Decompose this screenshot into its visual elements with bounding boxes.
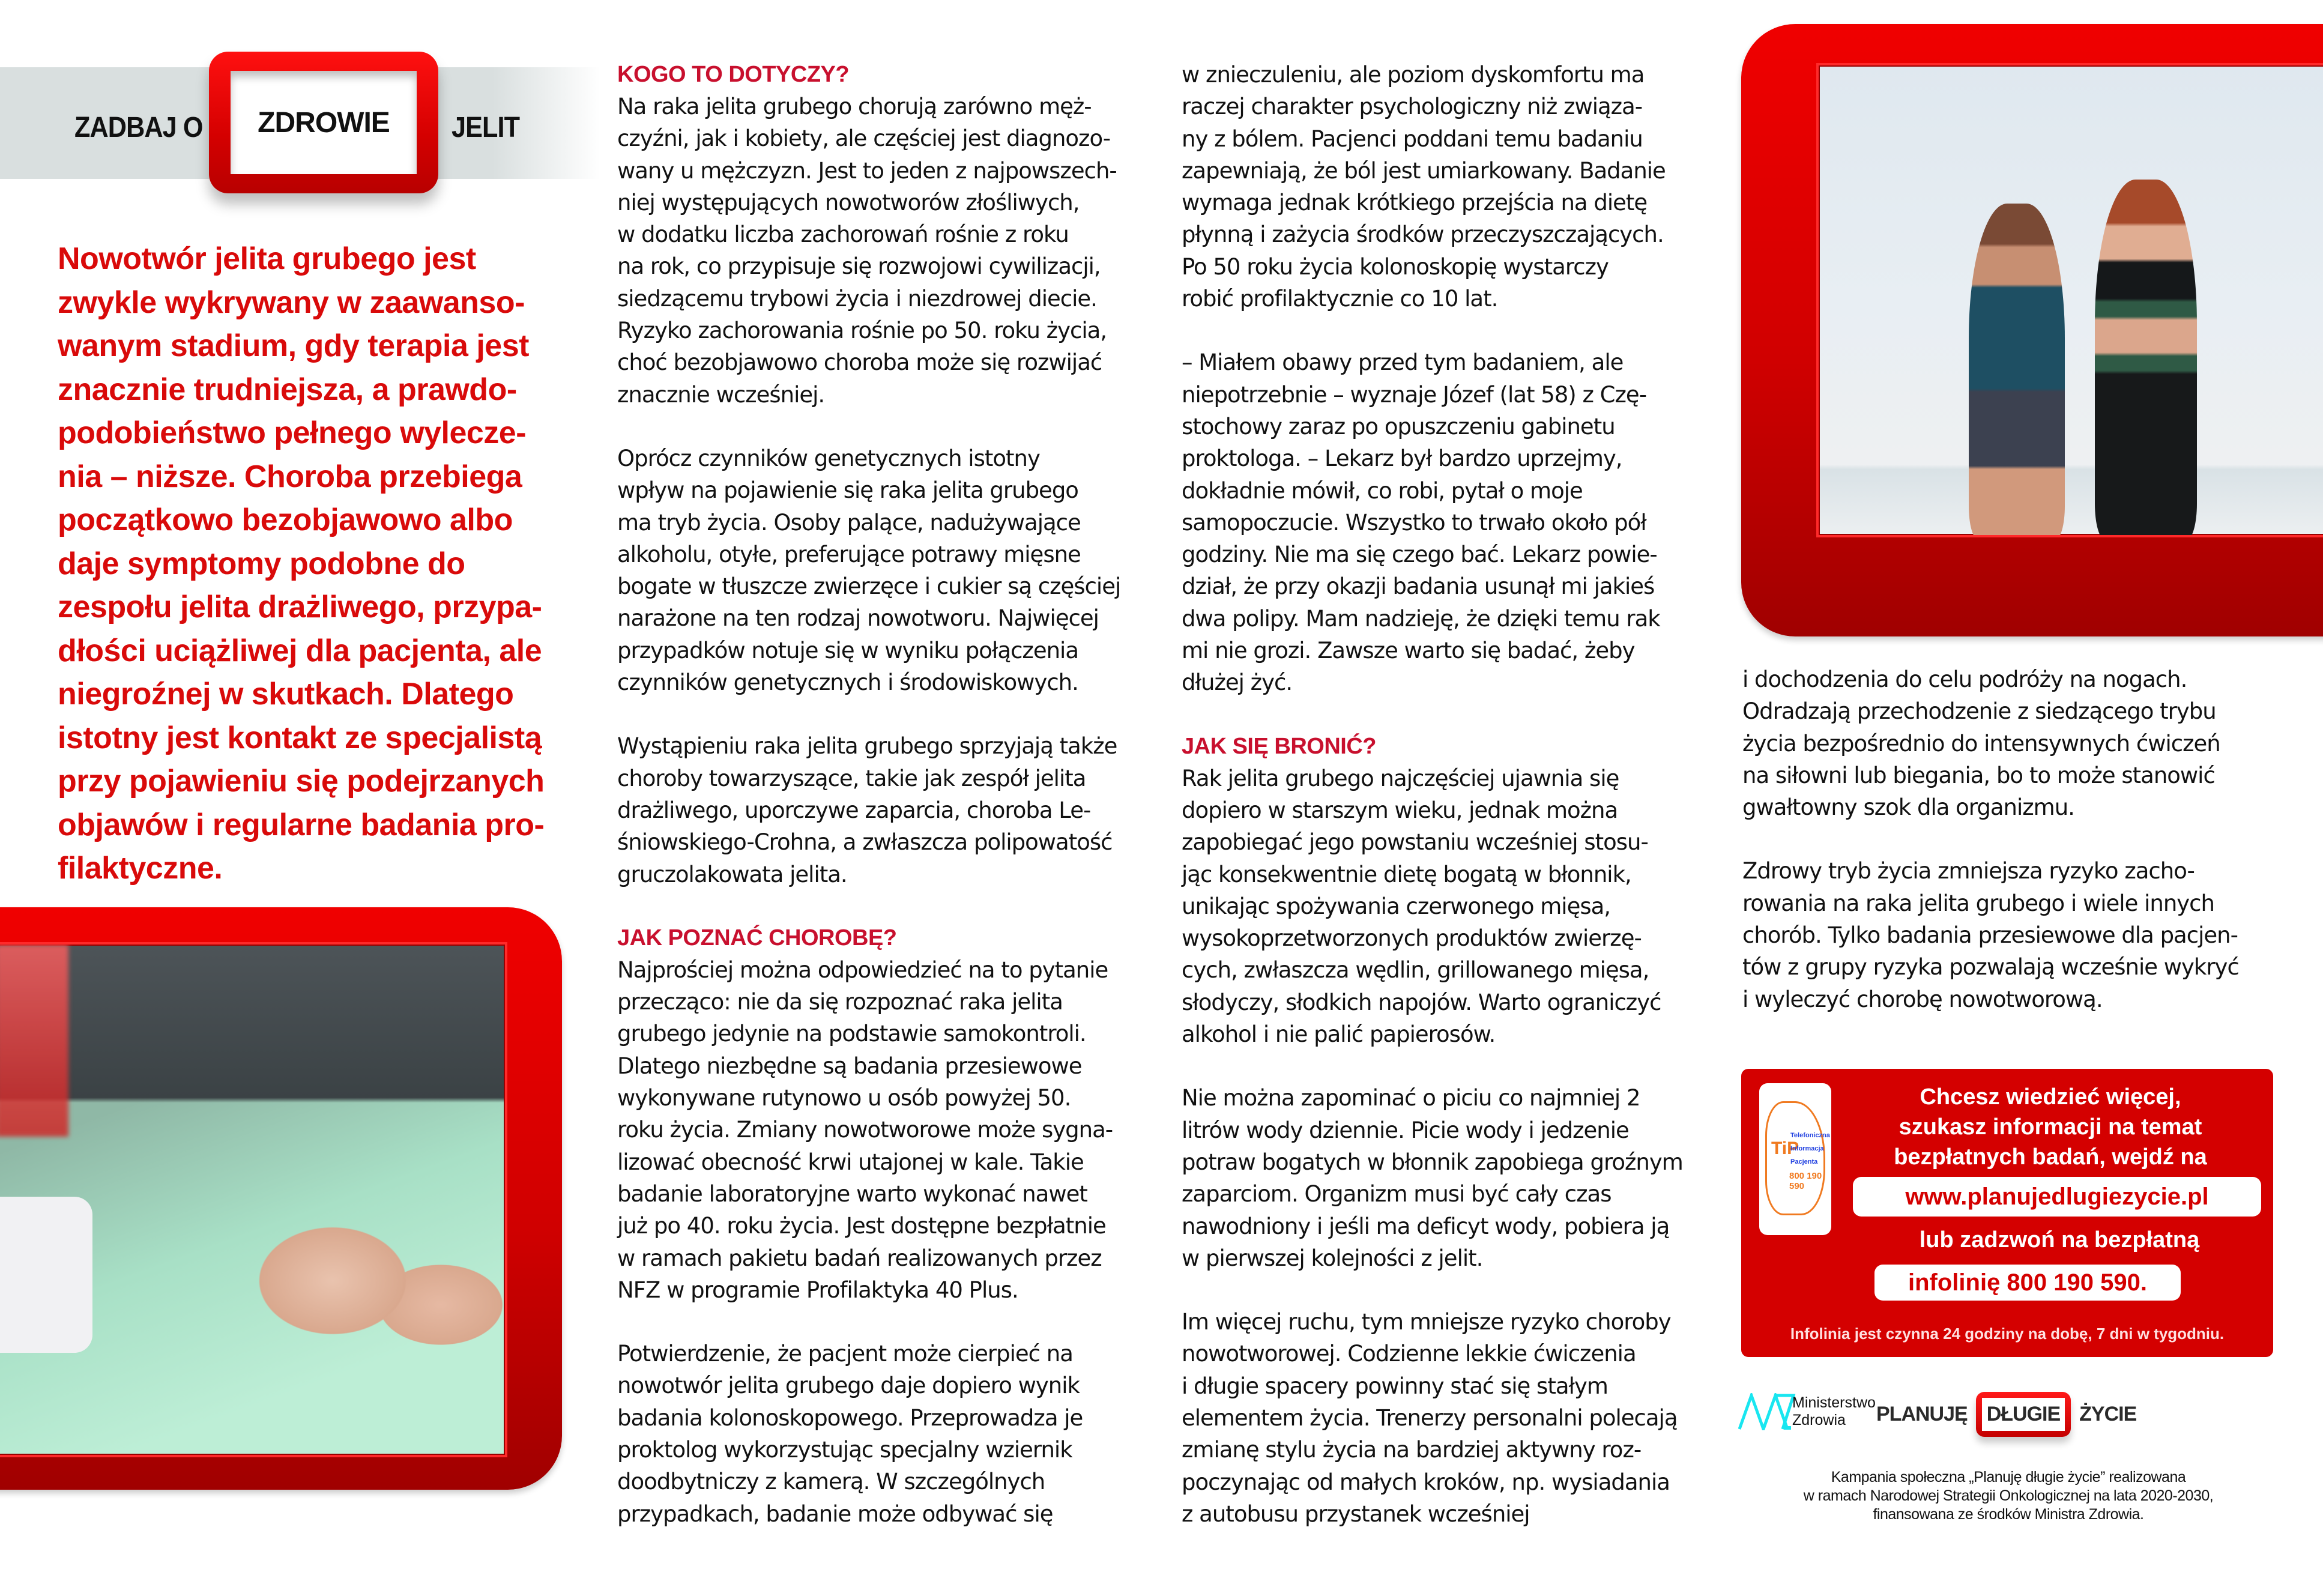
text-column-3 bbox=[1742, 663, 2301, 1015]
lead-paragraph: Nowotwór jelita grubego jest zwykle wykrywany w zaawanso- wanym stadium, gdy terapia jest znacznie trudniejsza, a prawdo- podobieństwo pełnego wylecze- nia – niższe. Choroba przebiega początkowo bezobjawowo albo daje symptomy podobne do zespołu jelita drażliwego, przypa- dłości uciążliwej dla pacjenta, ale niegroźnej w skutkach. Dlatego istotny jest kontakt ze specjalistą przy pojawieniu się podejrzanych objawów i regularne badania pro- filaktyczne. bbox=[58, 241, 545, 886]
text-column-2 bbox=[1182, 59, 1722, 1530]
tip-number: 800 190 590 bbox=[1789, 1171, 1822, 1191]
paragraph: Wystąpieniu raka jelita grubego sprzyjają także choroby towarzyszące, takie jak zespół jelita drażliwego, uporczywe zaparcia, choroba Le- śniowskiego-Crohna, a zwłaszcza polipowatość gruczolakowata jelita. bbox=[617, 733, 1117, 887]
info-footer: Infolinia jest czynna 24 godziny na dobę, 7 dni w tygodniu. bbox=[1790, 1325, 2225, 1343]
paragraph: Najprościej można odpowiedzieć na to pytanie przecząco: nie da się rozpoznać raka jelita grubego jedynie na podstawie samokontroli. Dlatego niezbędne są badania przesiewowe wykonywane rutynowo u osób powyżej 50. roku życia. Zmiany nowotworowe może sygna- lizować obecność krwi utajonej w kale. Takie badanie laboratoryjne warto wykonać nawet już po 40. roku życia. Jest dostępne bezpłatnie w ramach pakietu badań realizowanych przez NFZ w programie Profilaktyka 40 Plus. bbox=[617, 957, 1113, 1303]
photo-detail-pillow bbox=[0, 945, 68, 1137]
campaign-word-3: ŻYCIE bbox=[2079, 1402, 2137, 1425]
section-heading-recognize: JAK POZNAĆ CHOROBĘ? bbox=[617, 925, 897, 951]
photo-couple-stretching bbox=[1816, 63, 2323, 537]
campaign-box bbox=[1976, 1392, 2071, 1437]
campaign-word-1: PLANUJĘ bbox=[1876, 1402, 1968, 1425]
campaign-note: Kampania społeczna „Planuję długie życie” realizowana w ramach Narodowej Strategii Onkologicznej na lata 2020-2030, finansowana ze środków Ministra Zdrowia. bbox=[1803, 1469, 2214, 1523]
paragraph: Oprócz czynników genetycznych istotny wpływ na pojawienie się raka jelita grubego ma tryb życia. Osoby palące, nadużywające alkoholu, otyłe, preferujące potrawy mięsne bogate w tłuszcze zwierzęce i cukier są częściej narażone na ten rodzaj nowotworu. Najwięcej przypadków notuje się w wyniku połączenia czynników genetycznych i środowiskowych. bbox=[617, 445, 1121, 696]
paragraph: w znieczuleniu, ale poziom dyskomfortu ma raczej charakter psychologiczny niż związa- ny z bólem. Pacjenci poddani temu badaniu zapewniają, że ból jest umiarkowany. Badanie wymaga jednak krótkiego przejścia na dietę płynną i zażycia środków przeczyszczających. Po 50 roku życia kolonoskopię wystarczy robić profilaktycznie co 10 lat. bbox=[1182, 62, 1666, 312]
tip-text bbox=[1790, 1129, 1830, 1168]
photo-detail-woman bbox=[2095, 180, 2197, 537]
tip-line-3: Pacjenta bbox=[1790, 1158, 1818, 1165]
call-text: lub zadzwoń na bezpłatną bbox=[1919, 1227, 2200, 1253]
section-heading-who: KOGO TO DOTYCZY? bbox=[617, 62, 850, 87]
tip-line-2: Informacja bbox=[1790, 1145, 1824, 1152]
photo-detail-man bbox=[1969, 204, 2065, 537]
banner-highlight-inner bbox=[231, 71, 417, 174]
photo-hands-on-patient bbox=[0, 942, 507, 1457]
paragraph: i dochodzenia do celu podróży na nogach. Odradzają przechodzenie z siedzącego trybu życia bezpośrednio do intensywnych ćwiczeń na siłowni lub biegania, bo to może stanowić gwałtowny szok dla organizmu. bbox=[1742, 667, 2220, 821]
tip-letters: TiP bbox=[1771, 1138, 1799, 1158]
hotline-number[interactable]: infolinię 800 190 590. bbox=[1874, 1265, 2181, 1301]
quote-paragraph: – Miałem obawy przed tym badaniem, ale niepotrzebnie – wyznaje Józef (lat 58) z Czę- stochowy zaraz po opuszczeniu gabinetu proktologa. – Lekarz był bardzo uprzejmy, dokładnie mówił, co robi, pytał o moje samopoczucie. Wszystko to trwało około pół godziny. Nie ma się czego bać. Lekarz powie- dział, że przy okazji badania usunął mi jakieś dwa polipy. Mam nadzieję, że dzięki temu rak mi nie grozi. Zawsze warto się badać, żeby dłużej żyć. bbox=[1182, 349, 1660, 696]
paragraph: Na raka jelita grubego chorują zarówno męż- czyźni, jak i kobiety, ale częściej jest diagnozo- wany u mężczyzn. Jest to jeden z najpowszech- niej występujących nowotworów złośliwych, w dodatku liczba zachorowań rośnie z roku na rok, co przypisuje się rozwojowi cywilizacji, siedzącemu trybowi życia i niezdrowej diecie. Ryzyko zachorowania rośnie po 50. roku życia, choć bezobjawowo choroba może się rozwijać znacznie wcześniej. bbox=[617, 94, 1117, 408]
website-link[interactable]: www.planujedlugiezycie.pl bbox=[1853, 1177, 2261, 1217]
banner-word-boxed: ZDROWIE bbox=[258, 106, 390, 139]
banner-highlight-box bbox=[209, 52, 438, 193]
banner-word-right: JELIT bbox=[452, 112, 520, 144]
campaign-word-2: DŁUGIE bbox=[1982, 1398, 2065, 1431]
banner-word-left: ZADBAJ O bbox=[74, 112, 203, 144]
paragraph: Zdrowy tryb życia zmniejsza ryzyko zacho- rowania na raka jelita grubego i wiele innych chorób. Tylko badania przesiewowe dla pacjen- tów z grupy ryzyka pozwalają wcześnie wykryć i wyleczyć chorobę nowotworową. bbox=[1742, 858, 2239, 1012]
tip-line-1: Telefoniczna bbox=[1790, 1132, 1830, 1139]
paragraph: Nie można zapominać o piciu co najmniej 2 litrów wody dziennie. Picie wody i jedzenie potraw bogatych w błonnik zapobiega groźnym zaparciom. Organizm musi być cały czas nawodniony i jeśli ma deficyt wody, pobiera ją w pierwszej kolejności z jelit. bbox=[1182, 1085, 1683, 1271]
tip-logo bbox=[1759, 1083, 1831, 1235]
info-box bbox=[1741, 1069, 2273, 1357]
ministry-text: Ministerstwo Zdrowia bbox=[1792, 1394, 1876, 1428]
paragraph: Rak jelita grubego najczęściej ujawnia się dopiero w starszym wieku, jednak można zapobiegać jego powstaniu wcześniej stosu- jąc konsekwentnie dietę bogatą w błonnik, unikając spożywania czerwonego mięsa, wysokoprzetworzonych produktów zwierzę- cych, zwłaszcza wędlin, grillowanego mięsa, słodyczy, słodkich napojów. Warto ograniczyć alkohol i nie palić papierosów. bbox=[1182, 765, 1661, 1048]
paragraph: Potwierdzenie, że pacjent może cierpieć na nowotwór jelita grubego daje dopiero wynik badania kolonoskopowego. Przeprowadza je proktolog wykorzystując specjalny wziernik doodbytniczy z kamerą. W szczególnych przypadkach, badanie może odbywać się bbox=[617, 1341, 1083, 1527]
photo-detail-sleeve bbox=[0, 1197, 92, 1353]
section-heading-defend: JAK SIĘ BRONIĆ? bbox=[1182, 733, 1376, 759]
paragraph: Im więcej ruchu, tym mniejsze ryzyko choroby nowotworowej. Codzienne lekkie ćwiczenia i długie spacery powinny stać się stałym elementem życia. Trenerzy personalni polecają zmianę stylu życia na bardziej aktywny roz- poczynając od małych kroków, np. wysiadania z autobusu przystanek wcześniej bbox=[1182, 1309, 1678, 1527]
info-headline: Chcesz wiedzieć więcej, szukasz informacji na temat bezpłatnych badań, wejdź na bbox=[1894, 1084, 2207, 1170]
text-column-1 bbox=[617, 59, 1158, 1530]
campaign-logo bbox=[1876, 1384, 2136, 1444]
